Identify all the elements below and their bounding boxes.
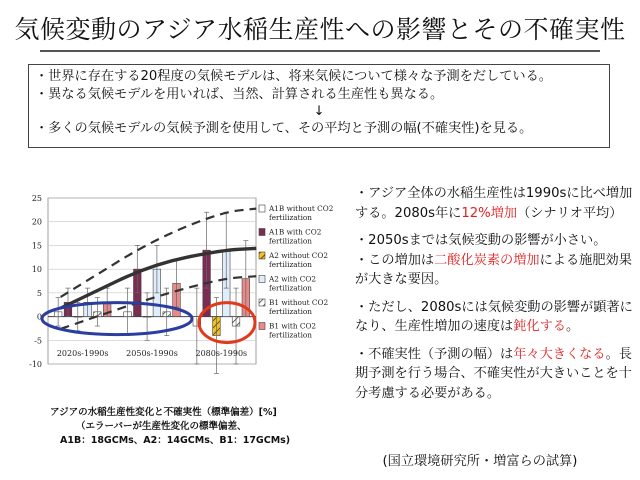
legend-label: A1B with CO2 xyxy=(269,227,322,237)
y-tick-label: 25 xyxy=(31,194,42,203)
x-tick-label: 2080s-1990s xyxy=(195,349,248,358)
rice-productivity-chart xyxy=(20,188,345,380)
x-tick-label: 2020s-1990s xyxy=(56,349,109,358)
intro-line-3: ・多くの気候モデルの気候予測を使用して、その平均と予測の幅(不確実性)を見る。 xyxy=(35,121,533,136)
finding-3-b: 。 xyxy=(566,319,580,334)
finding-2 xyxy=(355,231,633,290)
legend-label-line2: fertilization xyxy=(269,283,312,293)
legend-label-line2: fertilization xyxy=(269,330,312,340)
finding-1-highlight: 12%増加 xyxy=(461,205,518,221)
legend-label: A1B without CO2 xyxy=(269,204,334,213)
legend-swatch xyxy=(259,252,265,259)
finding-2-highlight: 二酸化炭素の増加 xyxy=(434,252,540,268)
legend-label-line2: fertilization xyxy=(269,213,312,222)
legend-swatch xyxy=(259,229,265,236)
y-tick-label: -10 xyxy=(29,360,42,369)
finding-1-a: ・アジア全体の水稲生産性は1990sに比べ増加する。2080s年に xyxy=(355,186,633,221)
findings-list xyxy=(355,184,633,411)
legend-label: B1 without CO2 xyxy=(269,298,329,307)
source-credit: (国立環境研究所・増富らの試算) xyxy=(382,454,578,469)
finding-3-a: ・ただし、2080sには気候変動の影響が顕著になり、生産性増加の速度は xyxy=(355,299,633,334)
title-underline xyxy=(40,50,600,52)
slide-title: 気候変動のアジア水稲生産性への影響とその不確実性 xyxy=(14,15,626,44)
legend-swatch xyxy=(259,299,265,306)
legend-swatch xyxy=(259,205,265,212)
intro-line-1: ・世界に存在する20程度の気候モデルは、将来気候について様々な予測をだしている。 xyxy=(35,69,552,84)
caption-line-2: （エラーバーが生産性変化の標準偏差、 xyxy=(76,421,247,432)
y-tick-label: 5 xyxy=(36,288,42,298)
y-tick-label: 0 xyxy=(36,312,42,322)
legend-label-line2: fertilization xyxy=(269,260,312,269)
finding-2-a: ・2050sまでは気候変動の影響が小さい。 xyxy=(355,233,607,248)
y-tick-label: 15 xyxy=(31,241,42,251)
finding-3-highlight: 鈍化する xyxy=(513,319,566,334)
y-tick-label: 20 xyxy=(31,217,42,227)
finding-3 xyxy=(355,298,633,337)
y-tick-label: 10 xyxy=(31,265,42,275)
legend-label-line2: fertilization xyxy=(269,236,312,246)
finding-2-b: ・この増加は xyxy=(355,252,435,268)
legend-label-line2: fertilization xyxy=(269,307,312,316)
caption-line-3: A1B：18GCMs、A2：14GCMs、B1：17GCMs) xyxy=(60,435,291,446)
finding-1 xyxy=(355,184,633,223)
intro-box xyxy=(28,64,610,148)
legend-swatch xyxy=(259,323,265,330)
finding-4-b: 。長期予測を行う場合、不確実性が大きいことを十分考慮する必要がある。 xyxy=(355,346,632,401)
chart-svg xyxy=(20,188,345,380)
caption-line-1: アジアの水稲生産性変化と不確実性（標準偏差）[%] xyxy=(50,407,277,418)
chart-caption xyxy=(50,406,350,448)
x-tick-label: 2050s-1990s xyxy=(126,349,178,358)
finding-4 xyxy=(355,345,633,404)
down-arrow-icon: ↓ xyxy=(313,104,325,119)
y-tick-label: -5 xyxy=(34,336,42,346)
finding-4-highlight: 年々大きくなる xyxy=(513,346,606,362)
intro-line-2: ・異なる気候モデルを用いれば、当然、計算される生産性も異なる。 xyxy=(35,87,444,102)
legend-label: B1 with CO2 xyxy=(269,321,317,331)
finding-4-a: ・不確実性（予測の幅）は xyxy=(355,346,514,362)
finding-1-b: （シナリオ平均） xyxy=(517,205,623,221)
legend-label: A2 without CO2 xyxy=(269,251,328,260)
legend-swatch xyxy=(259,276,265,283)
legend-label: A2 with CO2 xyxy=(269,274,316,284)
finding-2-c: による施肥効果が大きな要因。 xyxy=(355,252,632,287)
